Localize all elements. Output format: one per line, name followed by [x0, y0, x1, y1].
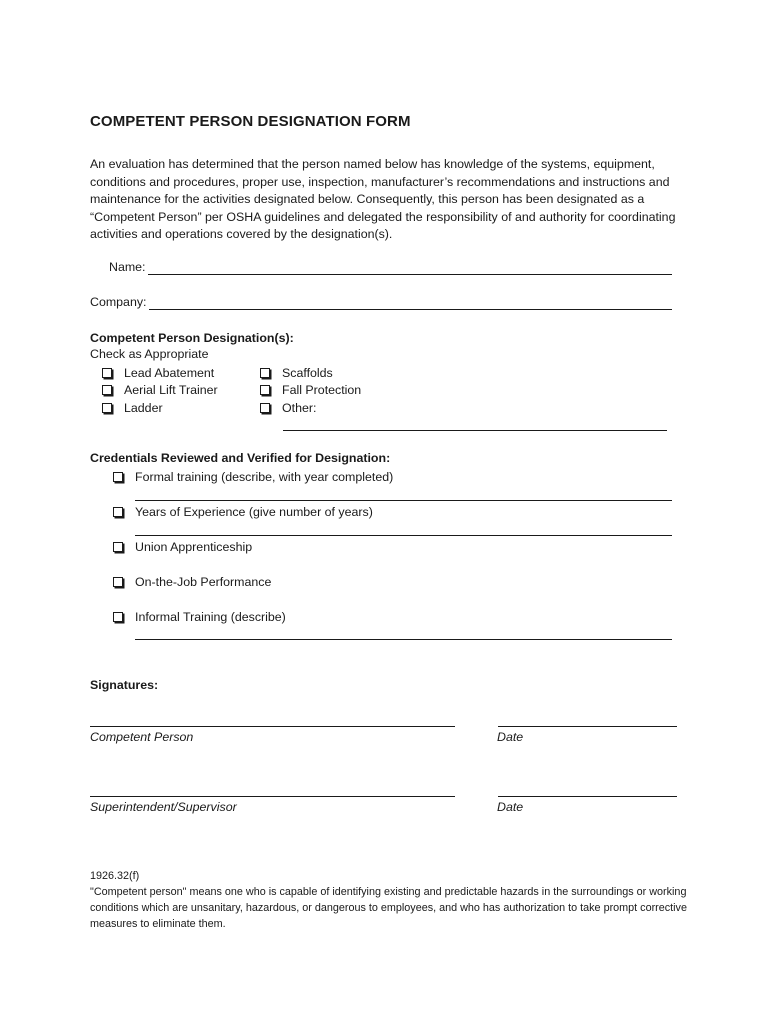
checkbox-icon[interactable]: [113, 542, 123, 552]
name-field[interactable]: [148, 274, 672, 275]
checkbox-icon[interactable]: [113, 612, 123, 622]
supervisor-signature-field[interactable]: [90, 796, 455, 797]
designations-subheading: Check as Appropriate: [90, 347, 209, 361]
designation-label: Ladder: [124, 401, 163, 415]
designation-label: Aerial Lift Trainer: [124, 383, 218, 397]
designations-heading: Competent Person Designation(s):: [90, 331, 294, 345]
designation-label: Other:: [282, 401, 317, 415]
signatures-heading: Signatures:: [90, 678, 159, 692]
credential-label: On-the-Job Performance: [135, 575, 272, 589]
competent-person-date-field[interactable]: [498, 726, 677, 727]
date-caption: Date: [497, 730, 524, 744]
checkbox-icon[interactable]: [260, 403, 270, 413]
regulation-code: 1926.32(f): [90, 870, 140, 882]
checkbox-icon[interactable]: [260, 385, 270, 395]
competent-person-signature-field[interactable]: [90, 726, 455, 727]
name-label: Name:: [109, 260, 146, 274]
competent-person-caption: Competent Person: [90, 730, 194, 744]
checkbox-icon[interactable]: [113, 507, 123, 517]
checkbox-icon[interactable]: [102, 385, 112, 395]
credential-label: Union Apprenticeship: [135, 540, 253, 554]
credentials-heading: Credentials Reviewed and Verified for Designation:: [90, 451, 391, 465]
years-experience-field[interactable]: [135, 535, 672, 536]
designation-label: Fall Protection: [282, 383, 362, 397]
informal-training-field[interactable]: [135, 639, 672, 640]
credential-label: Formal training (describe, with year completed): [135, 470, 394, 484]
other-designation-field[interactable]: [283, 430, 667, 431]
competent-person-definition: "Competent person" means one who is capable of identifying existing and predictable hazards in the surroundings or working conditions which are unsanitary, hazardous, or dangerous to employees, and who has authorization to take prompt corrective measures to eliminate them.: [90, 886, 687, 930]
credential-label: Years of Experience (give number of years): [135, 505, 373, 519]
page-title: COMPETENT PERSON DESIGNATION FORM: [90, 113, 411, 130]
company-label: Company:: [90, 295, 147, 309]
checkbox-icon[interactable]: [102, 403, 112, 413]
checkbox-icon[interactable]: [113, 472, 123, 482]
designation-label: Lead Abatement: [124, 366, 215, 380]
credential-label: Informal Training (describe): [135, 610, 286, 624]
supervisor-caption: Superintendent/Supervisor: [90, 800, 237, 814]
checkbox-icon[interactable]: [260, 368, 270, 378]
checkbox-icon[interactable]: [102, 368, 112, 378]
intro-paragraph: An evaluation has determined that the person named below has knowledge of the systems, equipment, conditions and procedures, proper use, inspection, manufacturer’s recommendations and instructions and maintenance for the activities designated below. Consequently, this person has been designated as a “Competent Person” per OSHA guidelines and delegated the responsibility of and authority for coordinating activities and operations covered by the designation(s).: [90, 157, 676, 242]
designation-label: Scaffolds: [282, 366, 333, 380]
company-field[interactable]: [149, 309, 672, 310]
date-caption: Date: [497, 800, 524, 814]
formal-training-field[interactable]: [135, 500, 672, 501]
checkbox-icon[interactable]: [113, 577, 123, 587]
supervisor-date-field[interactable]: [498, 796, 677, 797]
